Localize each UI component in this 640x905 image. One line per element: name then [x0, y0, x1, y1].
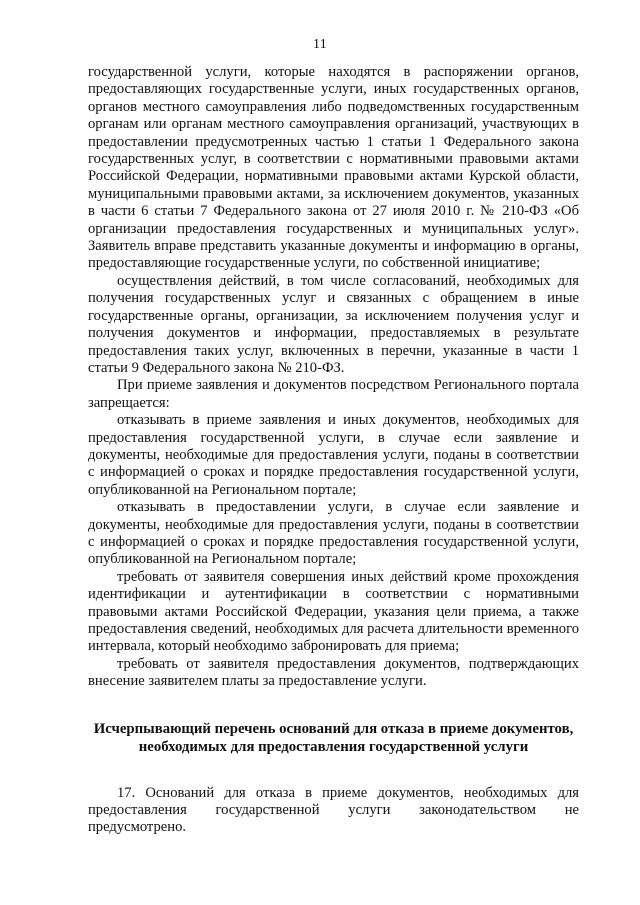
paragraph-17: 17. Оснований для отказа в приеме документов, необходимых для предоставления государственной услуги законодательством не предусмотрено. — [88, 784, 579, 836]
section-heading: Исчерпывающий перечень оснований для отказа в приеме документов, необходимых для предоставления государственной услуги — [93, 720, 574, 755]
paragraph-refuse-service: отказывать в предоставлении услуги, в случае если заявление и документы, необходимые для предоставления услуги, поданы в соответствии с информацией о сроках и порядке предоставления государственной услуги, опубликованной на Региональном портале; — [88, 499, 579, 568]
paragraph-require-payment-docs: требовать от заявителя предоставления документов, подтверждающих внесение заявителем платы за предоставление услуги. — [88, 655, 579, 690]
paragraph-continuation: государственной услуги, которые находятся в распоряжении органов, предоставляющих государственные услуги, иных государственных органов, органов местного самоуправления либо подведомственных государственным органам или органам местного самоуправления организаций, участвующих в предоставлении предусмотренных частью 1 статьи 1 Федерального закона государственных услуг, в соответствии с нормативными правовыми актами Российской Федерации, нормативными правовыми актами Курской области, муниципальными правовыми актами, за исключением документов, указанных в части 6 статьи 7 Федерального закона от 27 июля 2010 г. № 210-ФЗ «Об организации предоставления государственных и муниципальных услуг». Заявитель вправе представить указанные документы и информацию в органы, предоставляющие государственные услуги, по собственной инициативе; — [88, 64, 579, 272]
document-body — [88, 64, 579, 837]
page-number: 11 — [312, 37, 328, 52]
paragraph-refuse-acceptance: отказывать в приеме заявления и иных документов, необходимых для предоставления государственной услуги, в случае если заявление и документы, необходимые для предоставления услуги, поданы в соответствии с информацией о сроках и порядке предоставления государственной услуги, опубликованной на Региональном портале; — [88, 412, 579, 498]
paragraph-actions: осуществления действий, в том числе согласований, необходимых для получения государственных услуг и связанных с обращением в иные государственные органы, организации, за исключением получения услуг и получения документов и информации, предоставляемых в результате предоставления таких услуг, включенных в перечни, указанные в части 1 статьи 9 Федерального закона № 210-ФЗ. — [88, 272, 579, 376]
paragraph-require-actions: требовать от заявителя совершения иных действий кроме прохождения идентификации и аутентификации в соответствии с нормативными правовыми актами Российской Федерации, указания цели приема, а также предоставления сведений, необходимых для расчета длительности временного интервала, который необходимо забронировать для приема; — [88, 568, 579, 655]
paragraph-portal-prohibitions-intro: При приеме заявления и документов посредством Регионального портала запрещается: — [88, 377, 579, 411]
